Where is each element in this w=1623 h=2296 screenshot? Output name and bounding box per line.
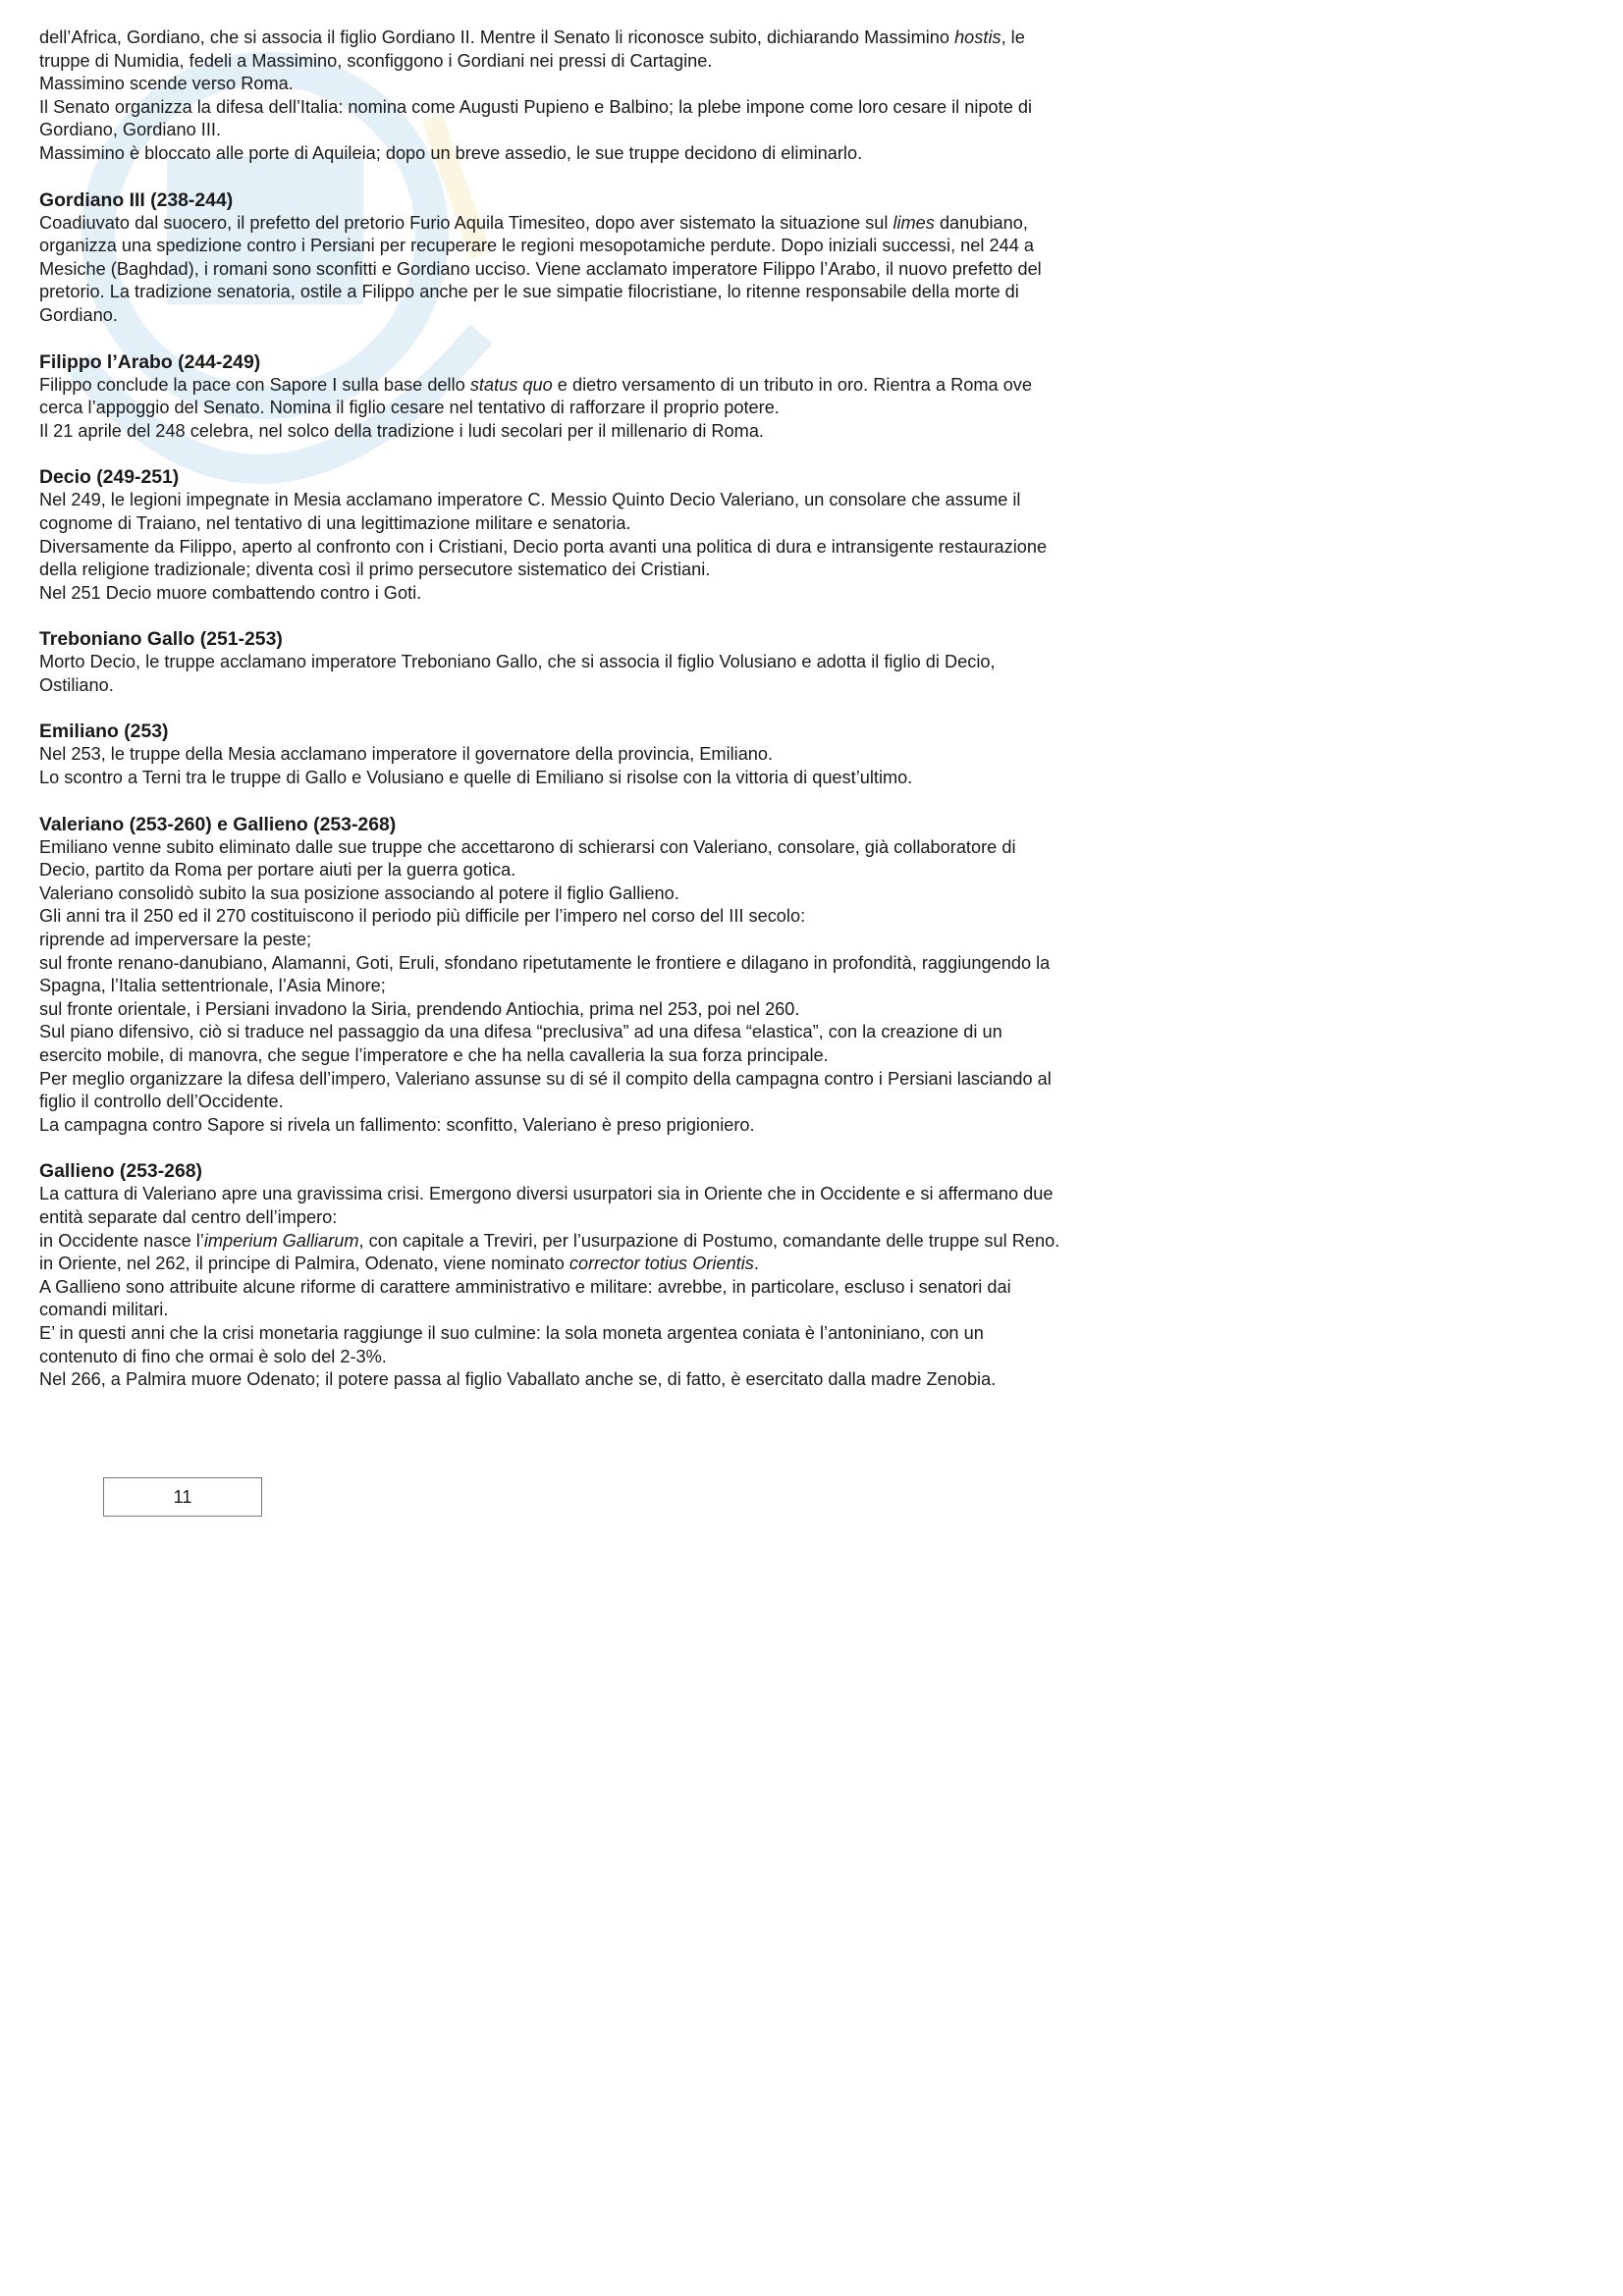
section [39, 720, 1060, 789]
section [39, 188, 1060, 328]
section-heading: Gordiano III (238-244) [39, 188, 234, 211]
paragraph: sul fronte orientale, i Persiani invadono la Siria, prendendo Antiochia, prima nel 253, poi nel 260. [39, 998, 800, 1019]
paragraph: dell’Africa, Gordiano, che si associa il figlio Gordiano II. Mentre il Senato li riconosce subito, dichiarando Massimino hostis, le truppe di Numidia, fedeli a Massimino, sconfiggono i Gordiani nei pressi di Cartagine. [39, 27, 1025, 71]
italic-term: limes [893, 212, 935, 233]
section [39, 465, 1060, 605]
paragraph: Gli anni tra il 250 ed il 270 costituiscono il periodo più difficile per l’impero nel corso del III secolo: [39, 906, 806, 927]
paragraph: in Oriente, nel 262, il principe di Palmira, Odenato, viene nominato corrector totius Orientis. [39, 1254, 759, 1274]
paragraph: Morto Decio, le truppe acclamano imperatore Treboniano Gallo, che si associa il figlio Volusiano e adotta il figlio di Decio, Ostiliano. [39, 652, 996, 695]
sections [39, 188, 1060, 1392]
italic-term: status quo [469, 374, 553, 395]
paragraph: La cattura di Valeriano apre una gravissima crisi. Emergono diversi usurpatori sia in Oriente che in Occidente e si affermano due entità separate dal centro dell’impero: [39, 1184, 1054, 1227]
italic-term: corrector totius Orientis [568, 1254, 754, 1274]
italic-term: imperium Galliarum [203, 1230, 359, 1251]
paragraph: sul fronte renano-danubiano, Alamanni, Goti, Eruli, sfondano ripetutamente le frontiere e dilagano in profondità, raggiungendo la Spagna, l’Italia settentrionale, l’Asia Minore; [39, 952, 1051, 996]
section [39, 350, 1060, 444]
paragraph: Diversamente da Filippo, aperto al confronto con i Cristiani, Decio porta avanti una politica di dura e intransigente restaurazione della religione tradizionale; diventa così il primo persecutore sistematico dei Cristiani. [39, 536, 1048, 580]
section-heading: Treboniano Gallo (251-253) [39, 628, 283, 651]
paragraph: E’ in questi anni che la crisi monetaria raggiunge il suo culmine: la sola moneta argentea coniata è l’antoniniano, con un contenuto di fino che ormai è solo del 2-3%. [39, 1322, 984, 1366]
section [39, 813, 1060, 1138]
paragraph: A Gallieno sono attribuite alcune riforme di carattere amministrativo e militare: avrebbe, in particolare, escluso i senatori dai comandi militari. [39, 1276, 1011, 1320]
paragraph: riprende ad imperversare la peste; [39, 930, 311, 950]
paragraph: Sul piano difensivo, ciò si traduce nel passaggio da una difesa “preclusiva” ad una difesa “elastica”, con la creazione di un esercito mobile, di manovra, che segue l’imperatore e che ha nella cavalleria la sua forza principale. [39, 1022, 1002, 1065]
section-heading: Emiliano (253) [39, 721, 169, 743]
paragraph: Nel 251 Decio muore combattendo contro i Goti. [39, 582, 422, 603]
section-heading: Decio (249-251) [39, 466, 180, 489]
intro-text [39, 27, 1060, 166]
paragraph: Il 21 aprile del 248 celebra, nel solco della tradizione i ludi secolari per il millenario di Roma. [39, 420, 764, 441]
section [39, 627, 1060, 697]
section-heading: Gallieno (253-268) [39, 1160, 202, 1183]
section [39, 1159, 1060, 1391]
italic-term: hostis [954, 27, 1001, 47]
paragraph: Massimino è bloccato alle porte di Aquileia; dopo un breve assedio, le sue truppe decidono di eliminarlo. [39, 142, 863, 163]
section-heading: Valeriano (253-260) e Gallieno (253-268) [39, 813, 397, 835]
paragraph: Per meglio organizzare la difesa dell’impero, Valeriano assunse su di sé il compito della campagna contro i Persiani lasciando al figlio il controllo dell’Occidente. [39, 1068, 1052, 1112]
paragraph: Nel 266, a Palmira muore Odenato; il potere passa al figlio Vaballato anche se, di fatto, è esercitato dalla madre Zenobia. [39, 1369, 997, 1390]
paragraph: Nel 249, le legioni impegnate in Mesia acclamano imperatore C. Messio Quinto Decio Valeriano, un consolare che assume il cognome di Traiano, nel tentativo di una legittimazione militare e senatoria. [39, 490, 1021, 533]
paragraph: Lo scontro a Terni tra le truppe di Gallo e Volusiano e quelle di Emiliano si risolse con la vittoria di quest’ultimo. [39, 768, 913, 788]
paragraph: in Occidente nasce l’imperium Galliarum, con capitale a Treviri, per l’usurpazione di Postumo, comandante delle truppe sul Reno. [39, 1230, 1060, 1251]
page-number: 11 [103, 1477, 262, 1517]
paragraph: Filippo conclude la pace con Sapore I sulla base dello status quo e dietro versamento di un tributo in oro. Rientra a Roma ove cerca l’appoggio del Senato. Nomina il figlio cesare nel tentativo di rafforzare il proprio potere. [39, 374, 1033, 418]
paragraph: Valeriano consolidò subito la sua posizione associando al potere il figlio Gallieno. [39, 882, 679, 903]
paragraph: Massimino scende verso Roma. [39, 74, 294, 94]
paragraph: Coadiuvato dal suocero, il prefetto del pretorio Furio Aquila Timesiteo, dopo aver sistemato la situazione sul limes danubiano, organizza una spedizione contro i Persiani per recuperare le regioni mesopotamiche perdute. Dopo iniziali successi, nel 244 a Mesiche (Baghdad), i romani sono sconfitti e Gordiano ucciso. Viene acclamato imperatore Filippo l’Arabo, il nuovo prefetto del pretorio. La tradizione senatoria, ostile a Filippo anche per le sue simpatie filocristiane, lo ritenne responsabile della morte di Gordiano. [39, 212, 1042, 325]
paragraph: Emiliano venne subito eliminato dalle sue truppe che accettarono di schierarsi con Valeriano, consolare, già collaboratore di Decio, partito da Roma per portare aiuti per la guerra gotica. [39, 836, 1016, 881]
paragraph: Nel 253, le truppe della Mesia acclamano imperatore il governatore della provincia, Emiliano. [39, 744, 774, 765]
document-page [39, 27, 1060, 1392]
paragraph: La campagna contro Sapore si rivela un fallimento: sconfitto, Valeriano è preso prigioniero. [39, 1114, 755, 1135]
section-heading: Filippo l’Arabo (244-249) [39, 350, 261, 373]
paragraph: Il Senato organizza la difesa dell’Italia: nomina come Augusti Pupieno e Balbino; la plebe impone come loro cesare il nipote di Gordiano, Gordiano III. [39, 96, 1033, 140]
